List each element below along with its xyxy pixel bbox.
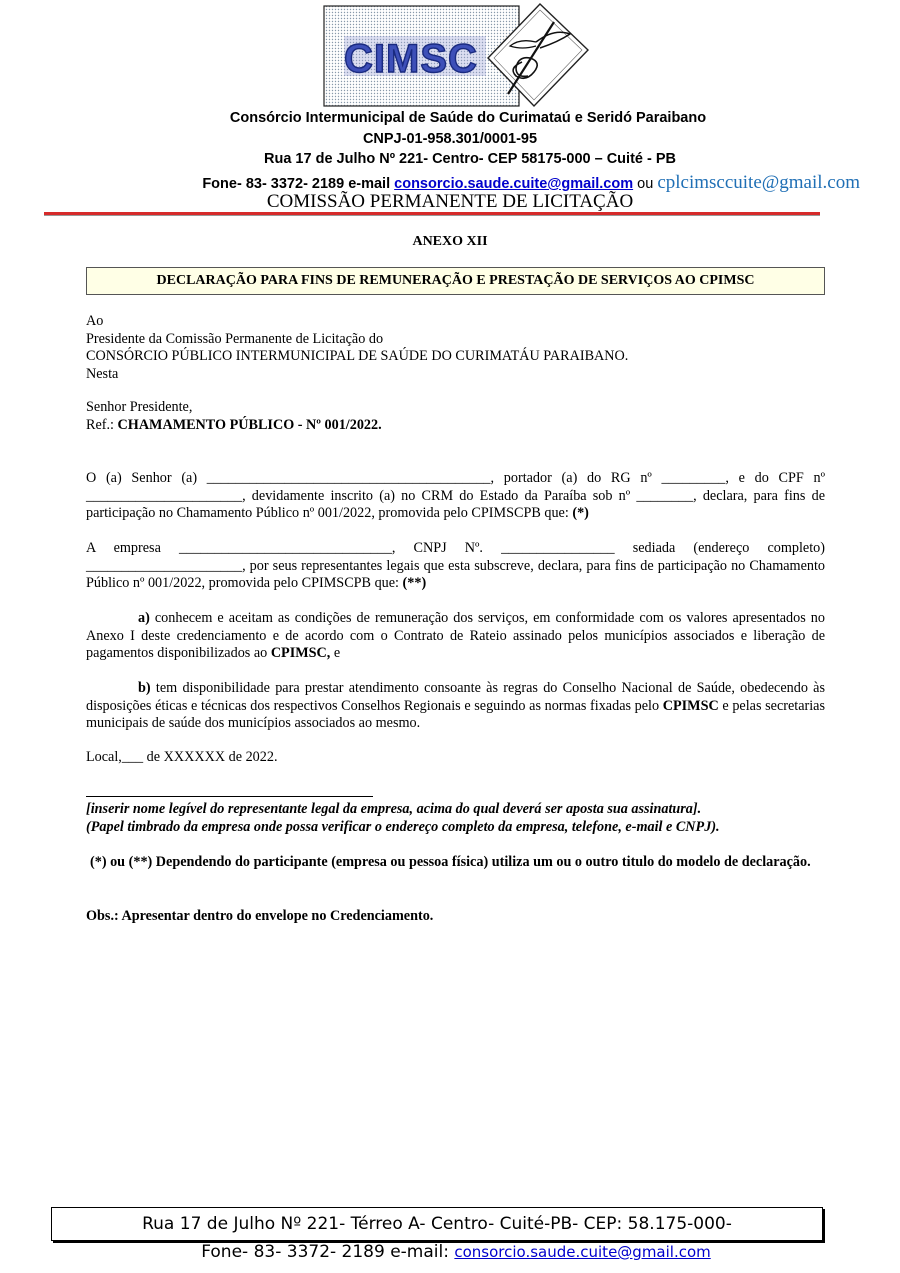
- org-name: Consórcio Intermunicipal de Saúde do Curimataú e Seridó Paraibano: [229, 110, 707, 126]
- salutation: Senhor Presidente,: [86, 399, 193, 415]
- signature-line: [86, 796, 373, 797]
- depends-note: [86, 853, 825, 872]
- recipient-line: CONSÓRCIO PÚBLICO INTERMUNICIPAL DE SAÚDE DO CURIMATÁU PARAIBANO.: [86, 348, 629, 364]
- logo-text: CIMSC: [344, 37, 478, 81]
- footer-email-link[interactable]: consorcio.saude.cuite@gmail.com: [454, 1243, 711, 1261]
- recipient-line: Nesta: [86, 365, 119, 382]
- item-b-label: b): [138, 680, 151, 696]
- declaration-title: DECLARAÇÃO PARA FINS DE REMUNERAÇÃO E PRESTAÇÃO DE SERVIÇOS AO CPIMSC: [86, 267, 825, 295]
- company-mark: (**): [402, 575, 427, 591]
- item-b-text: tem disponibilidade para prestar atendimento consoante às regras do Conselho Nacional de Saúde, obedecendo às disposições éticas e técnicas dos respectivos Conselhos Regionais e seguindo as normas fixadas pelo: [86, 680, 825, 714]
- item-b-bold: CPIMSC: [662, 697, 719, 714]
- org-address: Rua 17 de Julho Nº 221- Centro- CEP 58175-000 – Cuité - PB: [264, 151, 676, 167]
- obs-note: [86, 908, 825, 926]
- item-b-paragraph: [86, 680, 825, 733]
- recipient-block: [86, 313, 825, 383]
- org-phone: Fone- 83- 3372- 2189 e-mail: [202, 176, 391, 192]
- signature-notes: [86, 801, 825, 836]
- header-divider-shadow: [44, 215, 820, 216]
- item-a-label: a): [138, 610, 150, 626]
- obs-text: Obs.: Apresentar dentro do envelope no Credenciamento.: [86, 908, 434, 924]
- place-date: Local,___ de XXXXXX de 2022.: [86, 749, 278, 765]
- org-cnpj: CNPJ-01-958.301/0001-95: [362, 131, 538, 147]
- company-paragraph: [86, 540, 825, 593]
- annex-label: ANEXO XII: [412, 234, 488, 249]
- cpl-email-link[interactable]: cplcimsccuite@gmail.com: [657, 172, 860, 193]
- footer-contact: [0, 1242, 900, 1262]
- signature-note-1: [inserir nome legível do representante legal da empresa, acima do qual deverá ser aposta sua assinatura].: [86, 801, 702, 817]
- item-b-tail: e pelas secretarias municipais de saúde dos municípios associados ao mesmo.: [86, 697, 825, 731]
- cimsc-logo: [322, 2, 590, 110]
- recipient-line: Ao: [86, 313, 104, 329]
- person-paragraph: [86, 470, 825, 523]
- salutation-block: [86, 399, 825, 434]
- item-a-bold: CPIMSC,: [270, 645, 331, 661]
- person-mark: (*): [572, 505, 589, 521]
- commission-title: COMISSÃO PERMANENTE DE LICITAÇÃO: [266, 191, 634, 212]
- org-email-link[interactable]: consorcio.saude.cuite@gmail.com: [394, 176, 634, 192]
- reference-line: [86, 417, 825, 435]
- person-text: O (a) Senhor (a) ________________________________________, portador (a) do RG nº _________, e do CPF nº ______________________, devidamente inscrito (a) no CRM do Estado da Paraíba sob nº ________, declara, para fins de participação no Chamamento Público nº 001/2022, promovida pelo CPIMSCPB que:: [86, 470, 825, 521]
- item-a-text: conhecem e aceitam as condições de remuneração dos serviços, em conformidade com os valores apresentados no Anexo I deste credenciamento e de acordo com o Contrato de Rateio assinado pelos municípios associados e liberação de pagamentos disponibilizados ao: [86, 610, 825, 661]
- item-a-paragraph: [86, 610, 825, 663]
- item-a-tail: e: [333, 645, 341, 661]
- caduceus-logo-icon: [322, 2, 590, 110]
- footer-phone: Fone- 83- 3372- 2189 e-mail:: [201, 1242, 449, 1262]
- ref-label: Ref.:: [86, 416, 114, 433]
- footer-address-box: Rua 17 de Julho Nº 221- Térreo A- Centro- Cuité-PB- CEP: 58.175-000-: [51, 1207, 823, 1241]
- signature-note-2: (Papel timbrado da empresa onde possa verificar o endereço completo da empresa, telefone, e-mail e CNPJ).: [86, 818, 720, 835]
- recipient-line: Presidente da Comissão Permanente de Licitação do: [86, 330, 384, 347]
- depends-note-text: (*) ou (**) Dependendo do participante (empresa ou pessoa física) utiliza um ou o outro titulo do modelo de declaração.: [90, 854, 811, 870]
- or-label: ou: [637, 176, 654, 192]
- ref-value: CHAMAMENTO PÚBLICO - Nº 001/2022.: [117, 416, 382, 433]
- company-text: A empresa ______________________________, CNPJ Nº. ________________ sediada (endereço completo) ______________________, por seus representantes legais que esta subscreve, declara, para fins de participação no Chamamento Público nº 001/2022, promovida pelo CPIMSCPB que:: [86, 540, 825, 591]
